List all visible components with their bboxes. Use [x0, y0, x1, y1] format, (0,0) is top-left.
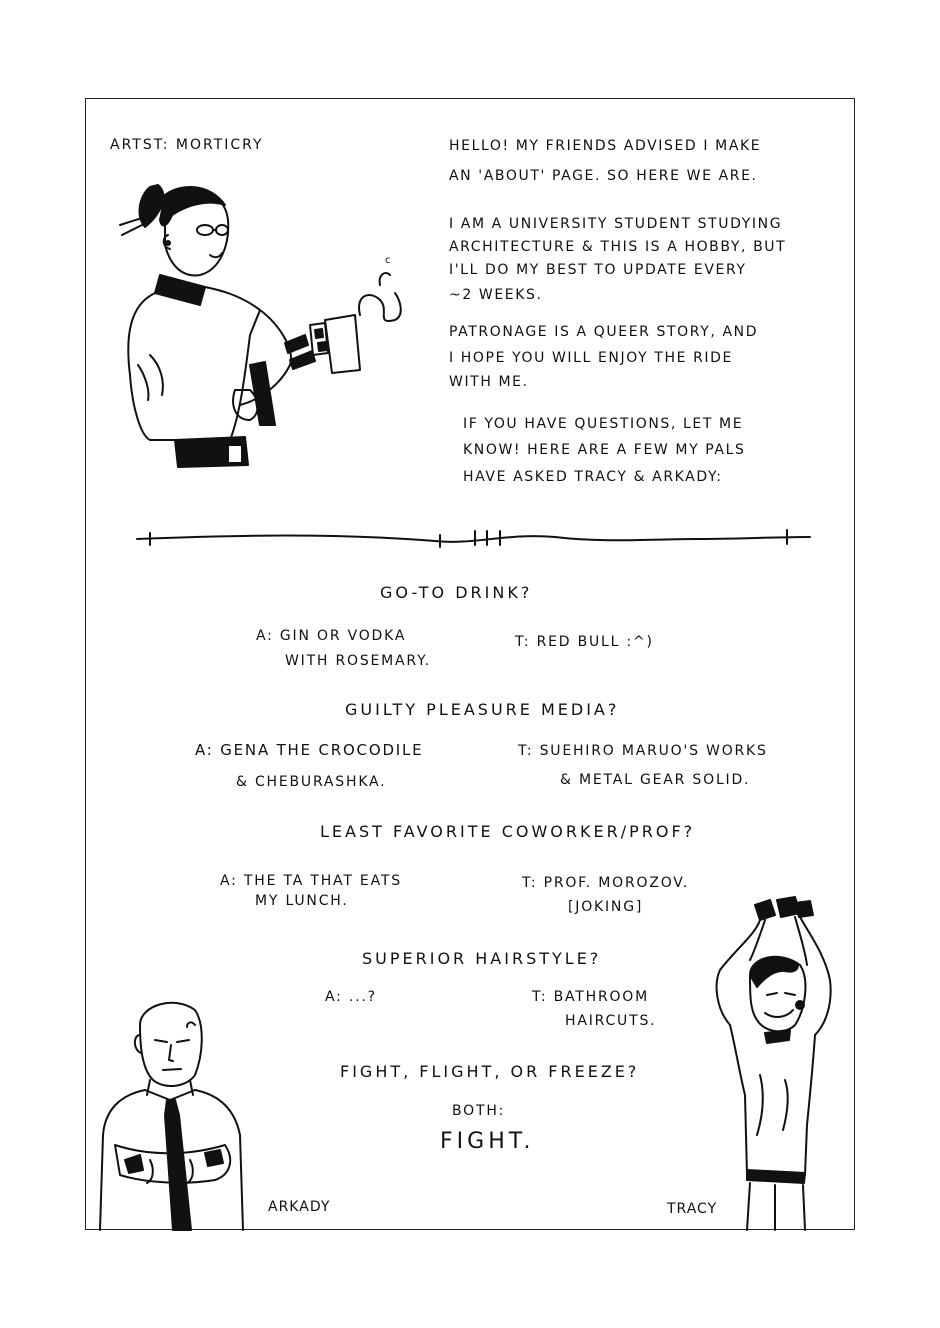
intro-line: HELLO! MY FRIENDS ADVISED I MAKE [449, 138, 762, 154]
intro-line: ~2 WEEKS. [449, 287, 543, 303]
label-tracy: TRACY [667, 1201, 718, 1217]
final-answer: FIGHT. [440, 1129, 535, 1154]
answer-tracy-line: T: PROF. MOROZOV. [522, 875, 690, 891]
intro-line: KNOW! HERE ARE A FEW MY PALS [463, 442, 746, 458]
section-divider [135, 525, 815, 555]
intro-line: I'LL DO MY BEST TO UPDATE EVERY [449, 262, 747, 278]
answer-arkady-line: MY LUNCH. [255, 893, 349, 909]
artist-illustration [110, 175, 430, 475]
answer-arkady-line: A: ...? [325, 989, 377, 1005]
answer-arkady-line: A: GIN OR VODKA [256, 628, 407, 644]
intro-line: AN 'ABOUT' PAGE. SO HERE WE ARE. [449, 168, 758, 184]
intro-line: IF YOU HAVE QUESTIONS, LET ME [463, 416, 744, 432]
question-coworker: LEAST FAVORITE COWORKER/PROF? [320, 822, 696, 841]
answer-arkady-line: A: THE TA THAT EATS [220, 873, 402, 889]
tracy-illustration [705, 895, 855, 1230]
question-media: GUILTY PLEASURE MEDIA? [345, 700, 620, 719]
question-hairstyle: SUPERIOR HAIRSTYLE? [362, 949, 602, 968]
artist-credit: ARTST: MORTICRY [110, 137, 264, 153]
svg-text:c: c [385, 255, 391, 266]
answer-tracy-line: HAIRCUTS. [565, 1013, 657, 1029]
intro-line: WITH ME. [449, 374, 529, 390]
label-arkady: ARKADY [268, 1199, 331, 1215]
intro-line: PATRONAGE IS A QUEER STORY, AND [449, 324, 759, 340]
intro-line: I HOPE YOU WILL ENJOY THE RIDE [449, 350, 733, 366]
answer-tracy-line: T: RED BULL :^) [515, 634, 654, 650]
intro-line: I AM A UNIVERSITY STUDENT STUDYING [449, 216, 783, 232]
intro-line: ARCHITECTURE & THIS IS A HOBBY, BUT [449, 239, 787, 255]
question-drink: GO-TO DRINK? [380, 583, 533, 602]
answer-tracy-line: & METAL GEAR SOLID. [560, 772, 751, 788]
answer-tracy-line: [JOKING] [568, 899, 644, 915]
answer-tracy-line: T: SUEHIRO MARUO'S WORKS [518, 743, 768, 759]
answer-arkady-line: A: GENA THE CROCODILE [195, 741, 424, 759]
question-fight: FIGHT, FLIGHT, OR FREEZE? [340, 1062, 640, 1081]
arkady-illustration [95, 995, 265, 1230]
intro-line: HAVE ASKED TRACY & ARKADY: [463, 469, 723, 485]
answer-arkady-line: & CHEBURASHKA. [236, 774, 387, 790]
both-label: BOTH: [452, 1103, 506, 1119]
answer-tracy-line: T: BATHROOM [532, 989, 650, 1005]
answer-arkady-line: WITH ROSEMARY. [285, 653, 431, 669]
